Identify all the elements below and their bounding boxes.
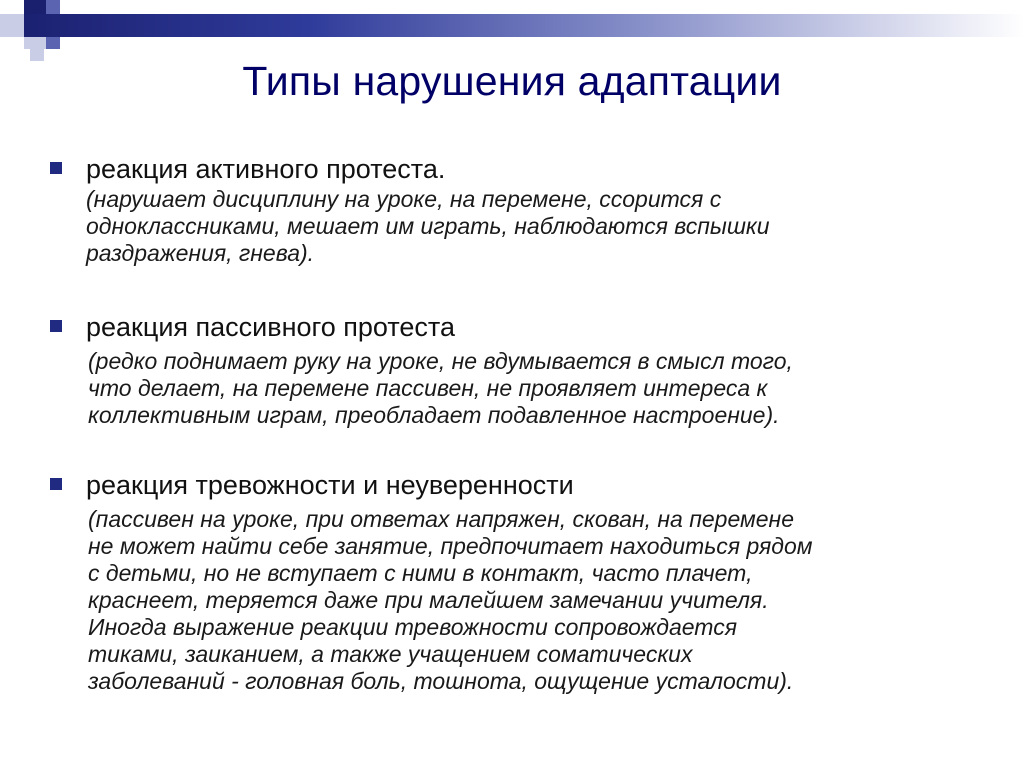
decor-square	[46, 37, 60, 49]
decor-square	[46, 0, 60, 14]
square-bullet-icon	[50, 478, 62, 490]
detail-line: (редко поднимает руку на уроке, не вдумывается в смысл того,	[88, 348, 793, 374]
detail-line: не может найти себе занятие, предпочитает находиться рядом	[88, 533, 813, 559]
item-details	[88, 506, 998, 695]
header-decoration-band	[0, 14, 1024, 37]
item-heading: реакция тревожности и неуверенности	[86, 470, 574, 500]
detail-line: коллективным играм, преобладает подавленное настроение).	[88, 402, 780, 428]
list-item	[48, 468, 998, 695]
detail-line: раздражения, гнева).	[86, 240, 315, 266]
detail-line: Иногда выражение реакции тревожности сопровождается	[88, 614, 737, 640]
detail-line: (нарушает дисциплину на уроке, на перемене, ссорится с	[86, 186, 722, 212]
detail-line: краснеет, теряется даже при малейшем замечании учителя.	[88, 587, 769, 613]
list-item	[48, 310, 998, 429]
detail-line: тиками, заиканием, а также учащением соматических	[88, 641, 693, 667]
item-heading: реакция пассивного протеста	[86, 312, 456, 342]
bullet-row	[48, 310, 998, 429]
detail-line: (пассивен на уроке, при ответах напряжен, скован, на перемене	[88, 506, 795, 532]
square-bullet-icon	[50, 320, 62, 332]
detail-line: с детьми, но не вступает с ними в контакт, часто плачет,	[88, 560, 753, 586]
bullet-row	[48, 152, 998, 267]
item-heading: реакция активного протеста.	[86, 154, 446, 184]
decor-square	[0, 14, 24, 37]
bullet-row	[48, 468, 998, 695]
decor-square	[24, 0, 46, 14]
slide-title: Типы нарушения адаптации	[242, 58, 782, 104]
square-bullet-icon	[50, 162, 62, 174]
list-item	[48, 152, 998, 267]
item-details	[88, 348, 998, 429]
detail-line: что делает, на перемене пассивен, не проявляет интереса к	[88, 375, 768, 401]
item-details	[86, 186, 998, 267]
detail-line: одноклассниками, мешает им играть, наблюдаются вспышки	[86, 213, 770, 239]
detail-line: заболеваний - головная боль, тошнота, ощущение усталости).	[88, 668, 794, 694]
decor-square	[24, 37, 46, 49]
